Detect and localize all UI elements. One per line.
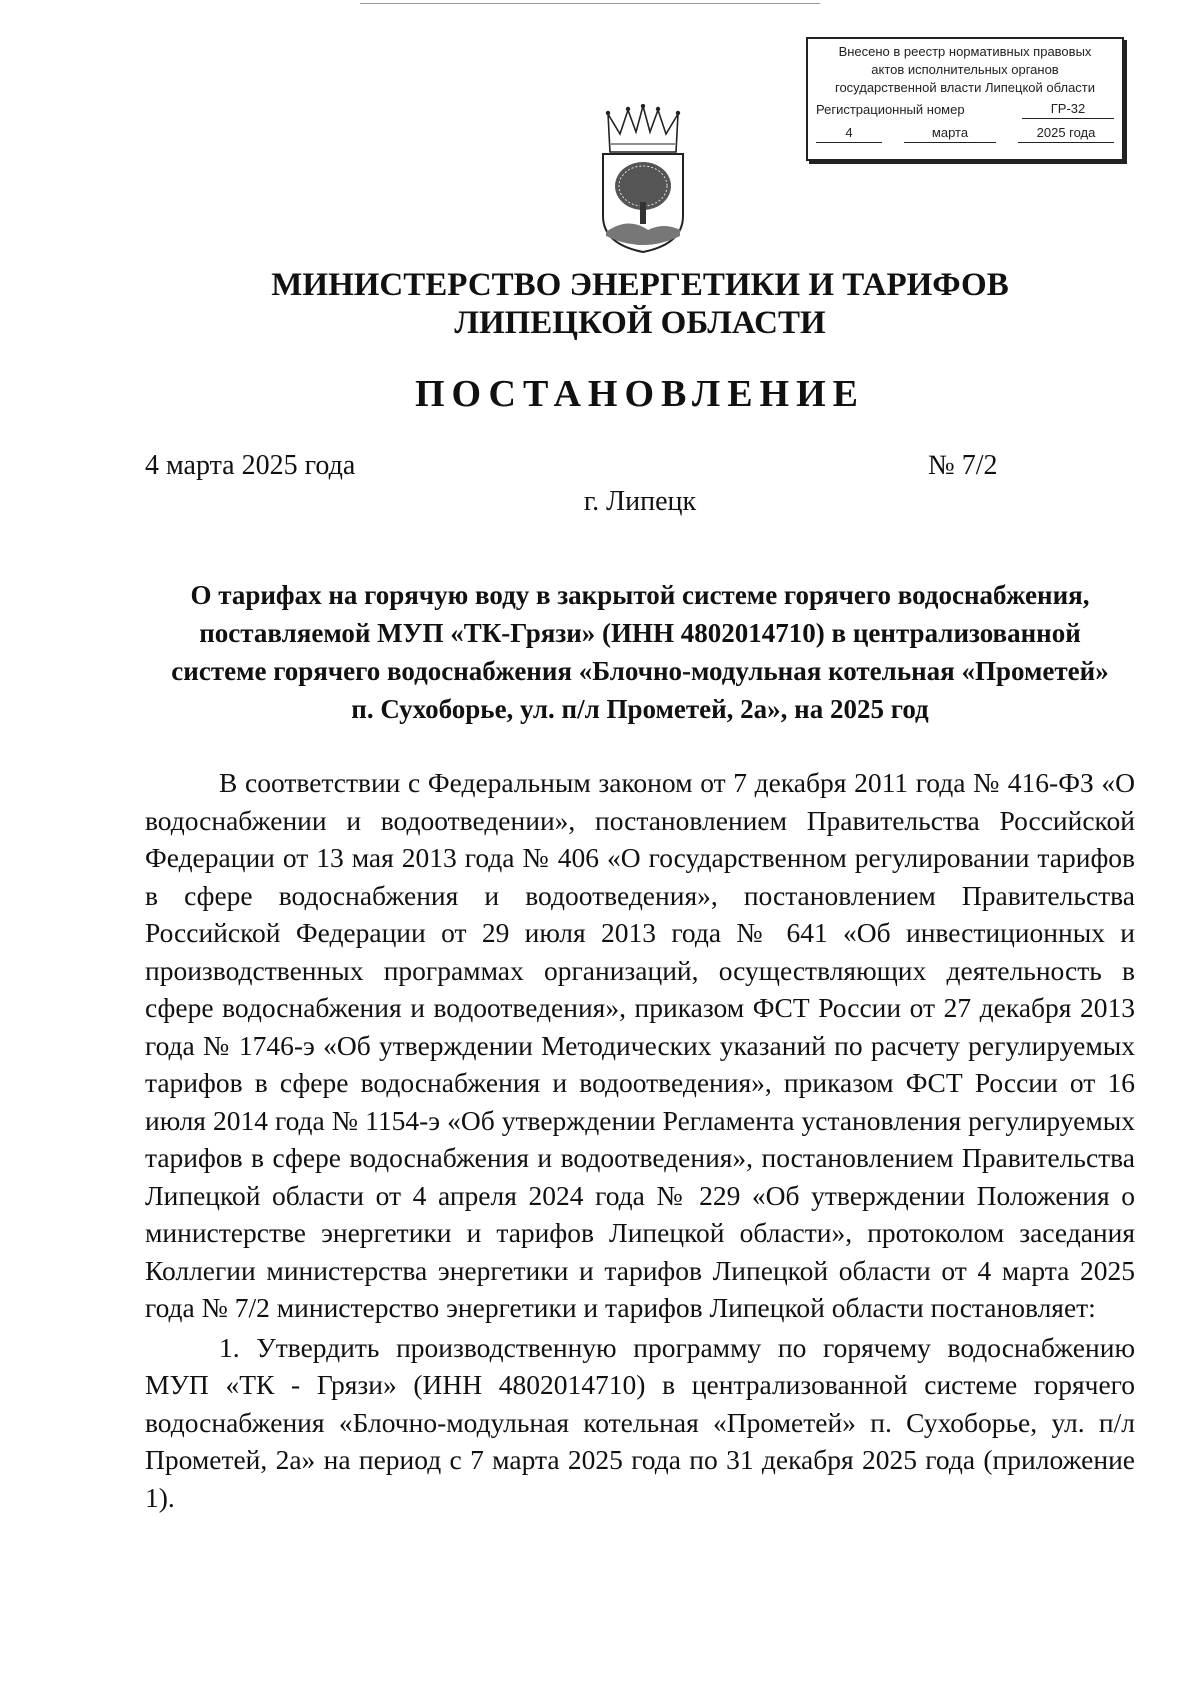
ministry-name (0, 266, 1200, 342)
lipetsk-coat-of-arms-icon (598, 104, 688, 254)
document-subject (100, 576, 1180, 728)
ministry-line-2: ЛИПЕЦКОЙ ОБЛАСТИ (454, 305, 826, 341)
top-rule (360, 3, 820, 4)
subject-line-1: О тарифах на горячую воду в закрытой системе горячего водоснабжения, (190, 580, 1090, 610)
document-city: г. Липецк (583, 486, 697, 517)
subject-line-2: поставляемой МУП «ТК-Грязи» (ИНН 4802014710) в централизованной (199, 618, 1081, 648)
subject-line-3: системе горячего водоснабжения «Блочно-модульная котельная «Прометей» (171, 656, 1109, 686)
registration-line-1: Внесено в реестр нормативных правовых (838, 44, 1092, 59)
ministry-line-1: МИНИСТЕРСТВО ЭНЕРГЕТИКИ И ТАРИФОВ (271, 267, 1009, 303)
registration-number-value: ГР-32 (1022, 100, 1114, 119)
registration-number-label: Регистрационный номер (816, 102, 965, 117)
registration-line-3: государственной власти Липецкой области (834, 80, 1096, 95)
document-date: 4 марта 2025 года (145, 450, 356, 481)
document-number: № 7/2 (928, 450, 998, 481)
registration-line-2: актов исполнительных органов (871, 62, 1059, 77)
registration-year: 2025 года (1018, 124, 1114, 143)
registration-number-row (816, 100, 1114, 119)
preamble-paragraph: В соответствии с Федеральным законом от 7 декабря 2011 года № 416-ФЗ «О водоснабжении и водоотведении», постановлением Правительства Российской Федерации от 13 мая 2013 года № 406 «О государственном регулировании тарифов в сфере водоснабжения и водоотведения», постановлением Правительства Российской Федерации от 29 июля 2013 года № 641 «Об инвестиционных и производственных программах организаций, осуществляющих деятельность в сфере водоснабжения и водоотведения», приказом ФСТ России от 27 декабря 2013 года № 1746-э «Об утверждении Методических указаний по расчету регулируемых тарифов в сфере водоснабжения и водоотведения», приказом ФСТ России от 16 июля 2014 года № 1154-э «Об утверждении Регламента установления регулируемых тарифов в сфере водоснабжения и водоотведения», постановлением Правительства Липецкой области от 4 апреля 2024 года № 229 «Об утверждении Положения о министерстве энергетики и тарифов Липецкой области», протоколом заседания Коллегии министерства энергетики и тарифов Липецкой области от 4 марта 2025 года № 7/2 министерство энергетики и тарифов Липецкой области постановляет: (145, 767, 1135, 1323)
registration-month: марта (904, 124, 996, 143)
registration-date-row (816, 124, 1114, 143)
registration-day: 4 (816, 124, 882, 143)
item-1-paragraph: 1. Утвердить производственную программу по горячему водоснабжению МУП «ТК - Грязи» (ИНН 4802014710) в централизованной системе горячего водоснабжения «Блочно-модульная котельная «Прометей» п. Сухоборье, ул. п/л Прометей, 2а» на период с 7 марта 2025 года по 31 декабря 2025 года (приложение 1). (145, 1331, 1135, 1513)
registration-stamp (806, 37, 1124, 161)
document-body (145, 764, 1135, 1516)
document-type: ПОСТАНОВЛЕНИЕ (414, 373, 866, 415)
subject-line-4: п. Сухоборье, ул. п/л Прометей, 2а», на 2025 год (351, 694, 929, 724)
